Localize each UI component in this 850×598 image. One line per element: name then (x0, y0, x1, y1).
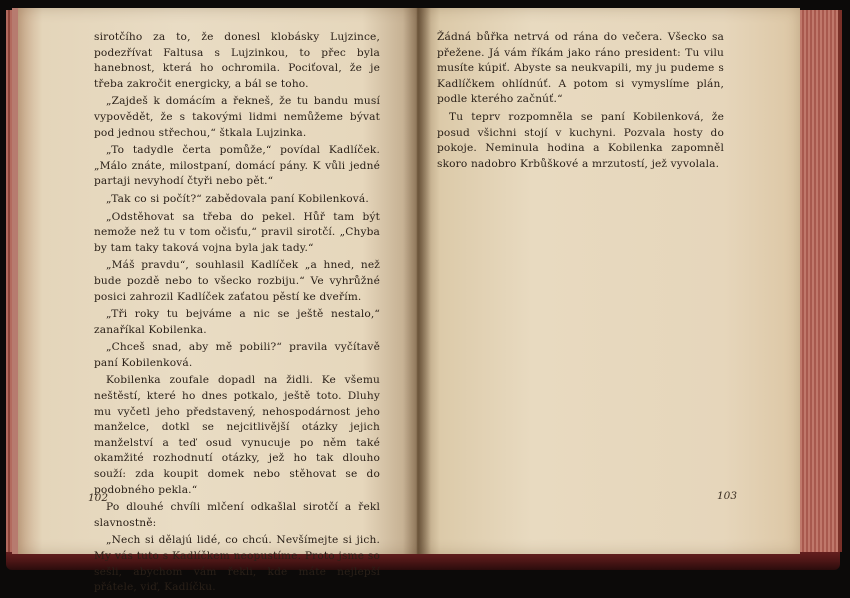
paragraph: „Nech si dělajú lidé, co chcú. Nevšímejte si jich. My vás tuto s Kadlíčkem neopustíme. Proto jsme so sešli, abychom vám řekli, kde máte nejlepší přátele, viď, Kadlíčku. (94, 534, 380, 594)
paragraph: Po dlouhé chvíli mlčení odkašlal sirotčí a řekl slavnostně: (94, 501, 380, 529)
paragraph: „To tadydle čerta pomůže,“ povídal Kadlíček. „Málo znáte, milostpaní, domácí pány. K vůli jedné partaji nevyhodí čtyři nebo pět.“ (94, 144, 380, 188)
left-page-text (94, 30, 380, 598)
paragraph: Tu teprv rozpomněla se paní Kobilenková, že posud všichni stojí v kuchyni. Pozvala hosty do pokoje. Neminula hodina a Kobilenka zapomněl skoro nadobro Krbůškové a mrzutostí, jež vyvolala. (437, 110, 724, 170)
left-page-number: 102 (88, 492, 109, 504)
paragraph: Žádná bůřka netrvá od rána do večera. Všecko sa přežene. Já vám říkám jako ráno president: Tu vilu musíte kúpiť. Abyste sa neukvapili, my ju pudeme s Kadlíčkem ohlídnúť. A potom si vymyslíme plán, podle kterého začnúť.“ (437, 31, 724, 106)
right-page-number: 103 (717, 490, 738, 502)
right-page-edges (800, 10, 842, 552)
paragraph: „Tři roky tu bejváme a nic se ještě nestalo,“ zanaříkal Kobilenka. (94, 308, 380, 336)
paragraph: „Odstěhovat sa třeba do pekel. Hůř tam být nemože než tu v tom očisťu,“ pravil sirotčí. „Chyba by tam taky taková vojna byla jak tady.“ (94, 210, 380, 254)
paragraph: Kobilenka zoufale dopadl na židli. Ke všemu neštěstí, které ho dnes potkalo, ještě toto. Dluhy mu vyčetl jeho představený, nehospodárnost jeho manželce, dotkl se nejcitlivější otázky jejich manželství a teď osud vynucuje po něm také okamžité rozhodnutí otázky, jež ho tak dlouho souží: zda koupit domek nebo stěhovat se do podobného pekla.“ (94, 374, 380, 496)
paragraph: „Chceš snad, aby mě pobili?“ pravila vyčítavě paní Kobilenková. (94, 341, 380, 369)
paragraph: „Zajdeš k domácím a řekneš, že tu bandu musí vypovědět, že s takovými lidmi nemůžeme bývat pod jednou střechou,“ štkala Lujzinka. (94, 95, 380, 139)
book-gutter (403, 8, 431, 554)
right-page-text (437, 30, 724, 174)
paragraph: sirotčího za to, že donesl klobásky Lujzince, podezřívat Faltusa s Lujzinkou, to přec byla hanebnost, která ho ochromila. Pociťoval, že je třeba zakročit energicky, a bál se toho. (94, 31, 380, 90)
paragraph: „Tak co si počít?“ zabědovala paní Kobilenková. (106, 192, 369, 205)
paragraph: „Máš pravdu“, souhlasil Kadlíček „a hned, než bude pozdě nebo to všecko rozbiju.“ Ve vyhrůžné posici zahrozil Kadlíček zaťatou pěstí ke dveřím. (94, 259, 380, 303)
